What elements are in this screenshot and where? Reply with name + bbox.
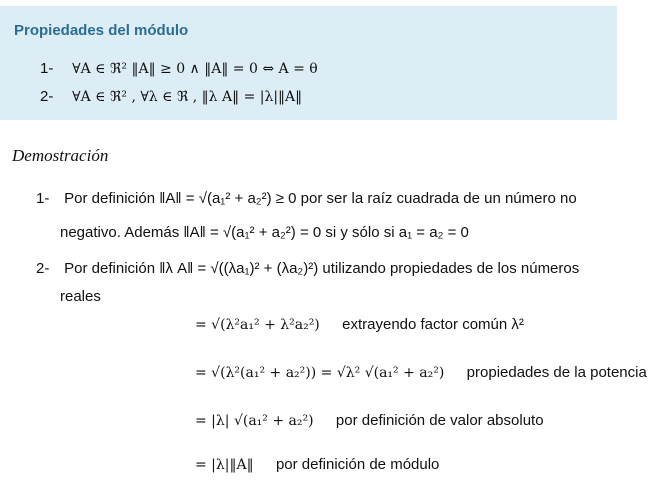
demo-line-5-text: extrayendo factor común λ² (342, 316, 524, 333)
demo-line-1-number: 1- (36, 190, 50, 207)
demo-line-6 (195, 364, 647, 381)
demo-line-5-expression: = √(λ²a₁² + λ²a₂²) (195, 317, 320, 333)
property-1-expression: ∀A ∈ ℜ² ‖A‖ ≥ 0 ∧ ‖A‖ = 0 ⇔ A = θ (72, 61, 318, 77)
demo-line-8-text: por definición de módulo (275, 456, 440, 473)
property-1-number: 1- (40, 60, 54, 77)
demo-line-1 (36, 190, 577, 207)
demo-line-2-text: negativo. Además ‖A‖ = √(a₁² + a₂²) = 0 si y sólo si a₁ = a₂ = 0 (60, 224, 469, 241)
box-title: Propiedades del módulo (14, 22, 189, 39)
demo-line-7-text: por definición de valor absoluto (335, 412, 544, 429)
demo-line-8 (195, 456, 439, 473)
demo-line-6-expression: = √(λ²(a₁² + a₂²)) = √λ² √(a₁² + a₂²) (195, 365, 445, 381)
section-heading: Demostración (12, 146, 109, 165)
demo-line-2 (60, 224, 469, 241)
demo-line-5 (195, 316, 524, 333)
demo-line-4 (60, 288, 101, 305)
demo-line-6-text: propiedades de la potencia (466, 364, 647, 381)
property-2-expression: ∀A ∈ ℜ² , ∀λ ∈ ℜ , ‖λ A‖ = |λ|‖A‖ (72, 89, 303, 105)
demo-line-3-text: Por definición ‖λ A‖ = √((λa₁)² + (λa₂)²) utilizando propiedades de los números (64, 260, 580, 277)
demo-line-8-expression: = |λ|‖A‖ (195, 457, 254, 473)
demo-line-1-text: Por definición ‖A‖ = √(a₁² + a₂²) ≥ 0 por ser la raíz cuadrada de un número no (64, 190, 577, 207)
demo-line-7-expression: = |λ| √(a₁² + a₂²) (195, 413, 314, 429)
demo-line-4-text: reales (60, 288, 101, 305)
properties-box (0, 6, 617, 120)
demo-line-3 (36, 260, 579, 277)
property-1 (40, 60, 318, 77)
demo-line-3-number: 2- (36, 260, 50, 277)
demo-line-7 (195, 412, 544, 429)
property-2-number: 2- (40, 88, 54, 105)
property-2 (40, 88, 302, 105)
